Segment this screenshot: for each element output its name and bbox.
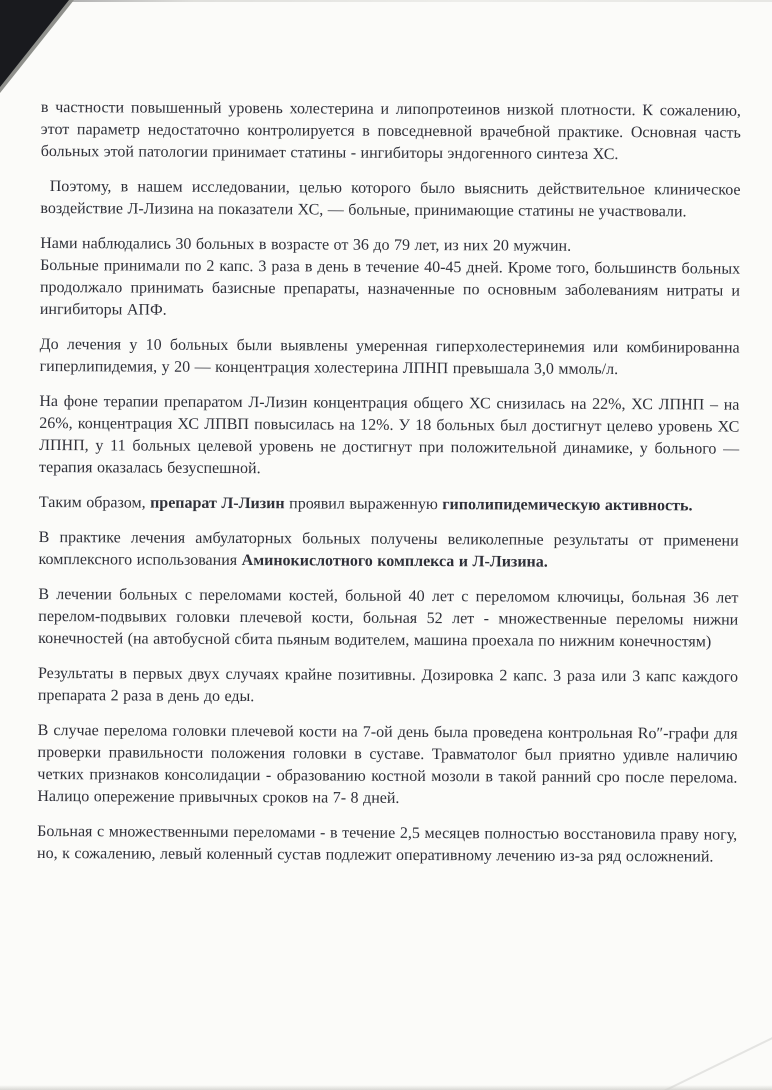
text-run: Нами наблюдались 30 больных в возрасте от 36 до 79 лет, из них 20 мужчин. xyxy=(40,234,572,255)
text-run: проявил выраженную xyxy=(284,495,443,514)
document-body xyxy=(37,97,741,882)
bold-text-run: препарат Л-Лизин xyxy=(150,494,285,513)
paragraph xyxy=(38,584,738,654)
paragraph xyxy=(39,492,739,518)
paragraph xyxy=(39,527,739,575)
text-run: До лечения у 10 больных были выявлены умеренная гиперхолестеринемия или комбинированна гиперлипидемия, у 20 — концентрация холестерина ЛПНП превышала 3,0 ммоль/л. xyxy=(39,335,740,379)
text-run: В лечении больных с переломами костей, больной 40 лет с переломом ключицы, больная 36 лет перелом-подвывих головки плечевой кости, больная 52 лет - множественные переломы нижни конечностей (на автобусной сбита пьяным водителем, машина проехала по нижним конечностям) xyxy=(38,585,739,651)
paragraph xyxy=(37,720,737,812)
bold-text-run: Аминокислотного комплекса и Л-Лизина. xyxy=(241,552,548,571)
paragraph xyxy=(37,821,737,869)
text-run: Больная с множественными переломами - в течение 2,5 месяцев полностью восстановила праву ногу, но, к сожалению, левый коленный сустав подлежит оперативному лечению из-за ряд осложнений. xyxy=(36,822,738,866)
text-run: Больные принимали по 2 капс. 3 раза в день в течение 40-45 дней. Кроме того, большинств больных продолжало принимать базисные препараты, назначенные по основным заболеваниям нитраты и ингибиторы АПФ. xyxy=(39,256,741,319)
text-run: Поэтому, в нашем исследовании, целью которого было выяснить действительное клиническое воздействие Л-Лизина на показатели ХС, — больные, принимающие статины не участвовали. xyxy=(40,177,741,221)
text-run: Результаты в первых двух случаях крайне позитивны. Дозировка 2 капс. 3 раза или 3 капс каждого препарата 2 раза в день до еды. xyxy=(37,664,739,706)
bold-text-run: гиполипидемическую активность. xyxy=(442,496,693,515)
paragraph xyxy=(38,663,738,711)
scan-bottom-edge-line xyxy=(641,1035,772,1090)
paragraph xyxy=(41,97,741,167)
text-run: На фоне терапии препаратом Л-Лизин концентрация общего ХС снизилась на 22%, ХС ЛПНП – на 26%, концентрация ХС ЛПВП повысилась на 12%. У 18 больных был достигнут целево уровень ХС ЛПНП, у 11 больных целевой уровень не достигнут при положительной динамике, у больного — терапия оказалась безуспешной. xyxy=(39,392,740,478)
text-run: в частности повышенный уровень холестерина и липопротеинов низкой плотности. К сожалению, этот параметр недостаточно контролируется в повседневной врачебной практике. Основная часть больных этой патологии принимает статины - ингибиторы эндогенного синтеза ХС. xyxy=(40,98,741,164)
paragraph xyxy=(40,255,740,325)
paragraph xyxy=(40,334,740,382)
paragraph xyxy=(39,391,739,483)
paragraph xyxy=(40,176,740,224)
text-run: В практике лечения амбулаторных больных получены великолепные результаты от применени комплексного использования xyxy=(38,528,739,570)
scan-top-edge-shadow xyxy=(0,0,772,2)
scan-bottom-edge-shadow xyxy=(0,1085,772,1090)
text-run: Таким образом, xyxy=(38,493,151,512)
text-run: В случае перелома головки плечевой кости на 7-ой день была проведена контрольная Ro″-графи для проверки правильности положения головки в суставе. Травматолог был приятно удивле наличию четких признаков консолидации - образованию костной мозоли в такой ранний сро после перелома. Налицо опережение привычных сроков на 7- 8 дней. xyxy=(37,721,738,807)
